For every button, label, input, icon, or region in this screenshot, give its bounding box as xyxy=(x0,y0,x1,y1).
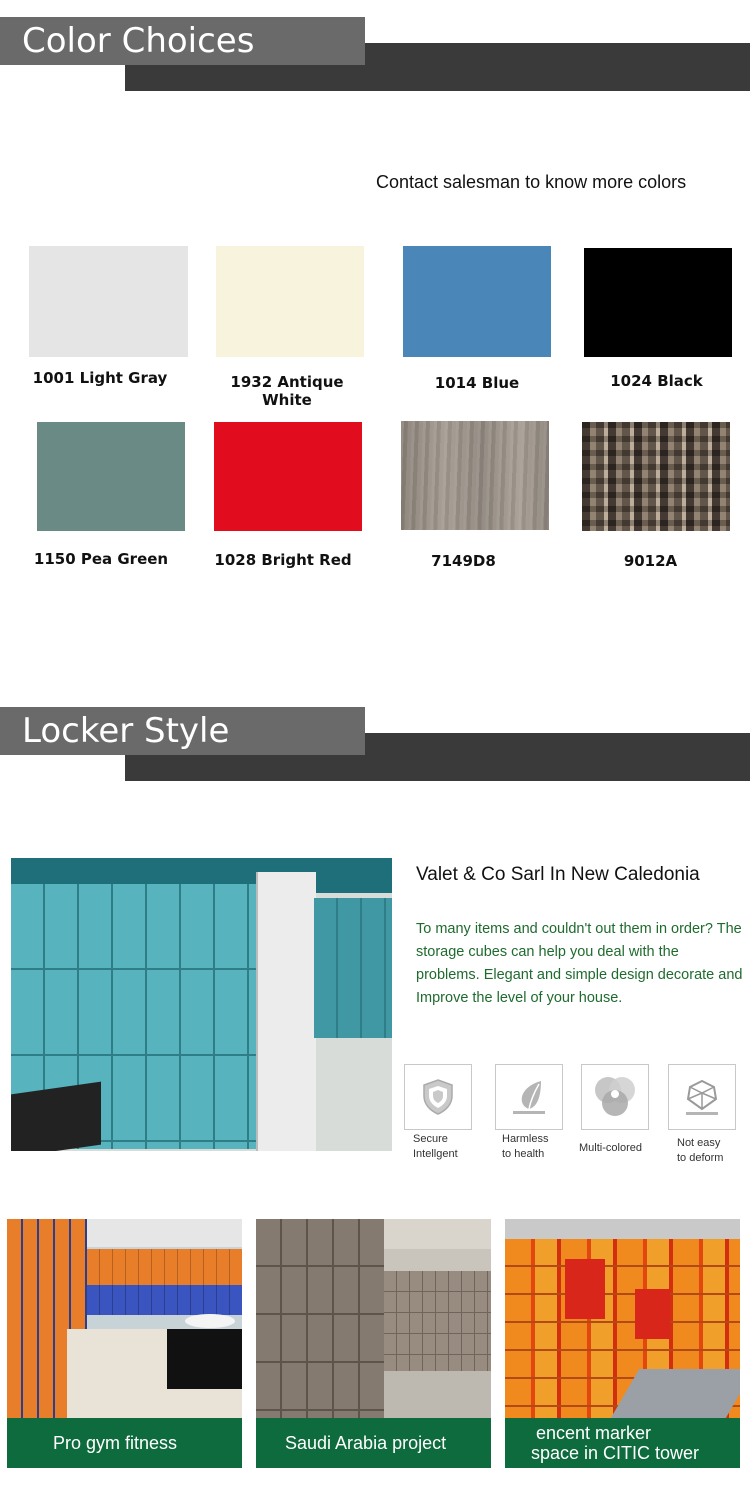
color-section-title: Color Choices xyxy=(0,17,365,65)
swatch-antique-white xyxy=(216,246,364,357)
color-circles-icon xyxy=(590,1072,640,1122)
project-title: Valet & Co Sarl In New Caledonia xyxy=(416,864,700,885)
gym-caption xyxy=(7,1418,242,1468)
citic-red-block-1 xyxy=(565,1259,605,1319)
feature-multicolored xyxy=(581,1064,649,1130)
saudi-floor xyxy=(384,1371,491,1418)
saudi-caption xyxy=(256,1418,491,1468)
dark-floor xyxy=(11,1082,101,1151)
saudi-lockers-back xyxy=(384,1271,491,1371)
feature-no-deform-label-1: Not easy xyxy=(677,1137,721,1149)
locker-photo xyxy=(11,858,392,1151)
saudi-caption-text: Saudi Arabia project xyxy=(285,1432,447,1453)
gym-sink xyxy=(185,1314,235,1328)
diamond-icon xyxy=(680,1075,724,1119)
feature-secure-label-2: Intellgent xyxy=(413,1148,458,1160)
swatch-bright-red xyxy=(214,422,362,531)
project-description: To many items and couldn't out them in order? The storage cubes can help you deal with the problems. Elegant and simple design decorate and Improve the level of your house. xyxy=(416,921,743,1006)
project-card-saudi xyxy=(256,1219,491,1468)
swatch-label-pea-green: 1150 Pea Green xyxy=(33,550,169,568)
swatch-pea-green xyxy=(37,422,185,531)
feature-harmless-label-1: Harmless xyxy=(502,1133,549,1145)
leaf-icon xyxy=(507,1075,551,1119)
contact-note: Contact salesman to know more colors xyxy=(376,172,687,192)
locker-end-panel xyxy=(256,872,316,1151)
citic-caption-line-1: encent marker xyxy=(536,1423,652,1443)
citic-red-block-2 xyxy=(635,1289,670,1339)
project-card-citic xyxy=(505,1219,740,1468)
feature-secure-label-1: Secure xyxy=(413,1133,448,1145)
gym-caption-text: Pro gym fitness xyxy=(53,1432,178,1453)
feature-no-deform-label-2: to deform xyxy=(677,1152,724,1164)
citic-caption-line-2: space in CITIC tower xyxy=(531,1443,700,1463)
gym-lockers-orange xyxy=(87,1249,242,1285)
swatch-label-9012a: 9012A xyxy=(623,552,678,570)
feature-harmless-label-2: to health xyxy=(502,1148,545,1160)
swatch-label-light-gray: 1001 Light Gray xyxy=(32,369,168,387)
gym-counter xyxy=(167,1329,242,1389)
swatch-label-antique-white: 1932 Antique White xyxy=(230,373,344,409)
shield-icon xyxy=(421,1078,455,1116)
gym-lockers-blue xyxy=(87,1285,242,1315)
saudi-lockers-front xyxy=(256,1219,384,1418)
swatch-black xyxy=(584,248,732,357)
swatch-label-black: 1024 Black xyxy=(610,372,703,390)
feature-no-deform xyxy=(668,1064,736,1130)
feature-harmless xyxy=(495,1064,563,1130)
project-card-gym xyxy=(7,1219,242,1468)
swatch-light-gray xyxy=(29,246,188,357)
saudi-photo xyxy=(256,1219,491,1418)
gym-photo xyxy=(7,1219,242,1418)
feature-multicolored-label: Multi-colored xyxy=(579,1142,642,1154)
swatch-wood-7149d8 xyxy=(401,421,549,530)
swatch-label-bright-red: 1028 Bright Red xyxy=(214,551,352,569)
style-section-title: Locker Style xyxy=(0,707,365,755)
citic-caption xyxy=(505,1418,740,1468)
citic-photo xyxy=(505,1219,740,1418)
swatch-label-blue: 1014 Blue xyxy=(434,374,520,392)
swatch-label-7149d8: 7149D8 xyxy=(431,552,496,570)
feature-secure xyxy=(404,1064,472,1130)
swatch-blue xyxy=(403,246,551,357)
swatch-wood-9012a xyxy=(582,422,730,531)
background-lockers xyxy=(314,898,392,1038)
